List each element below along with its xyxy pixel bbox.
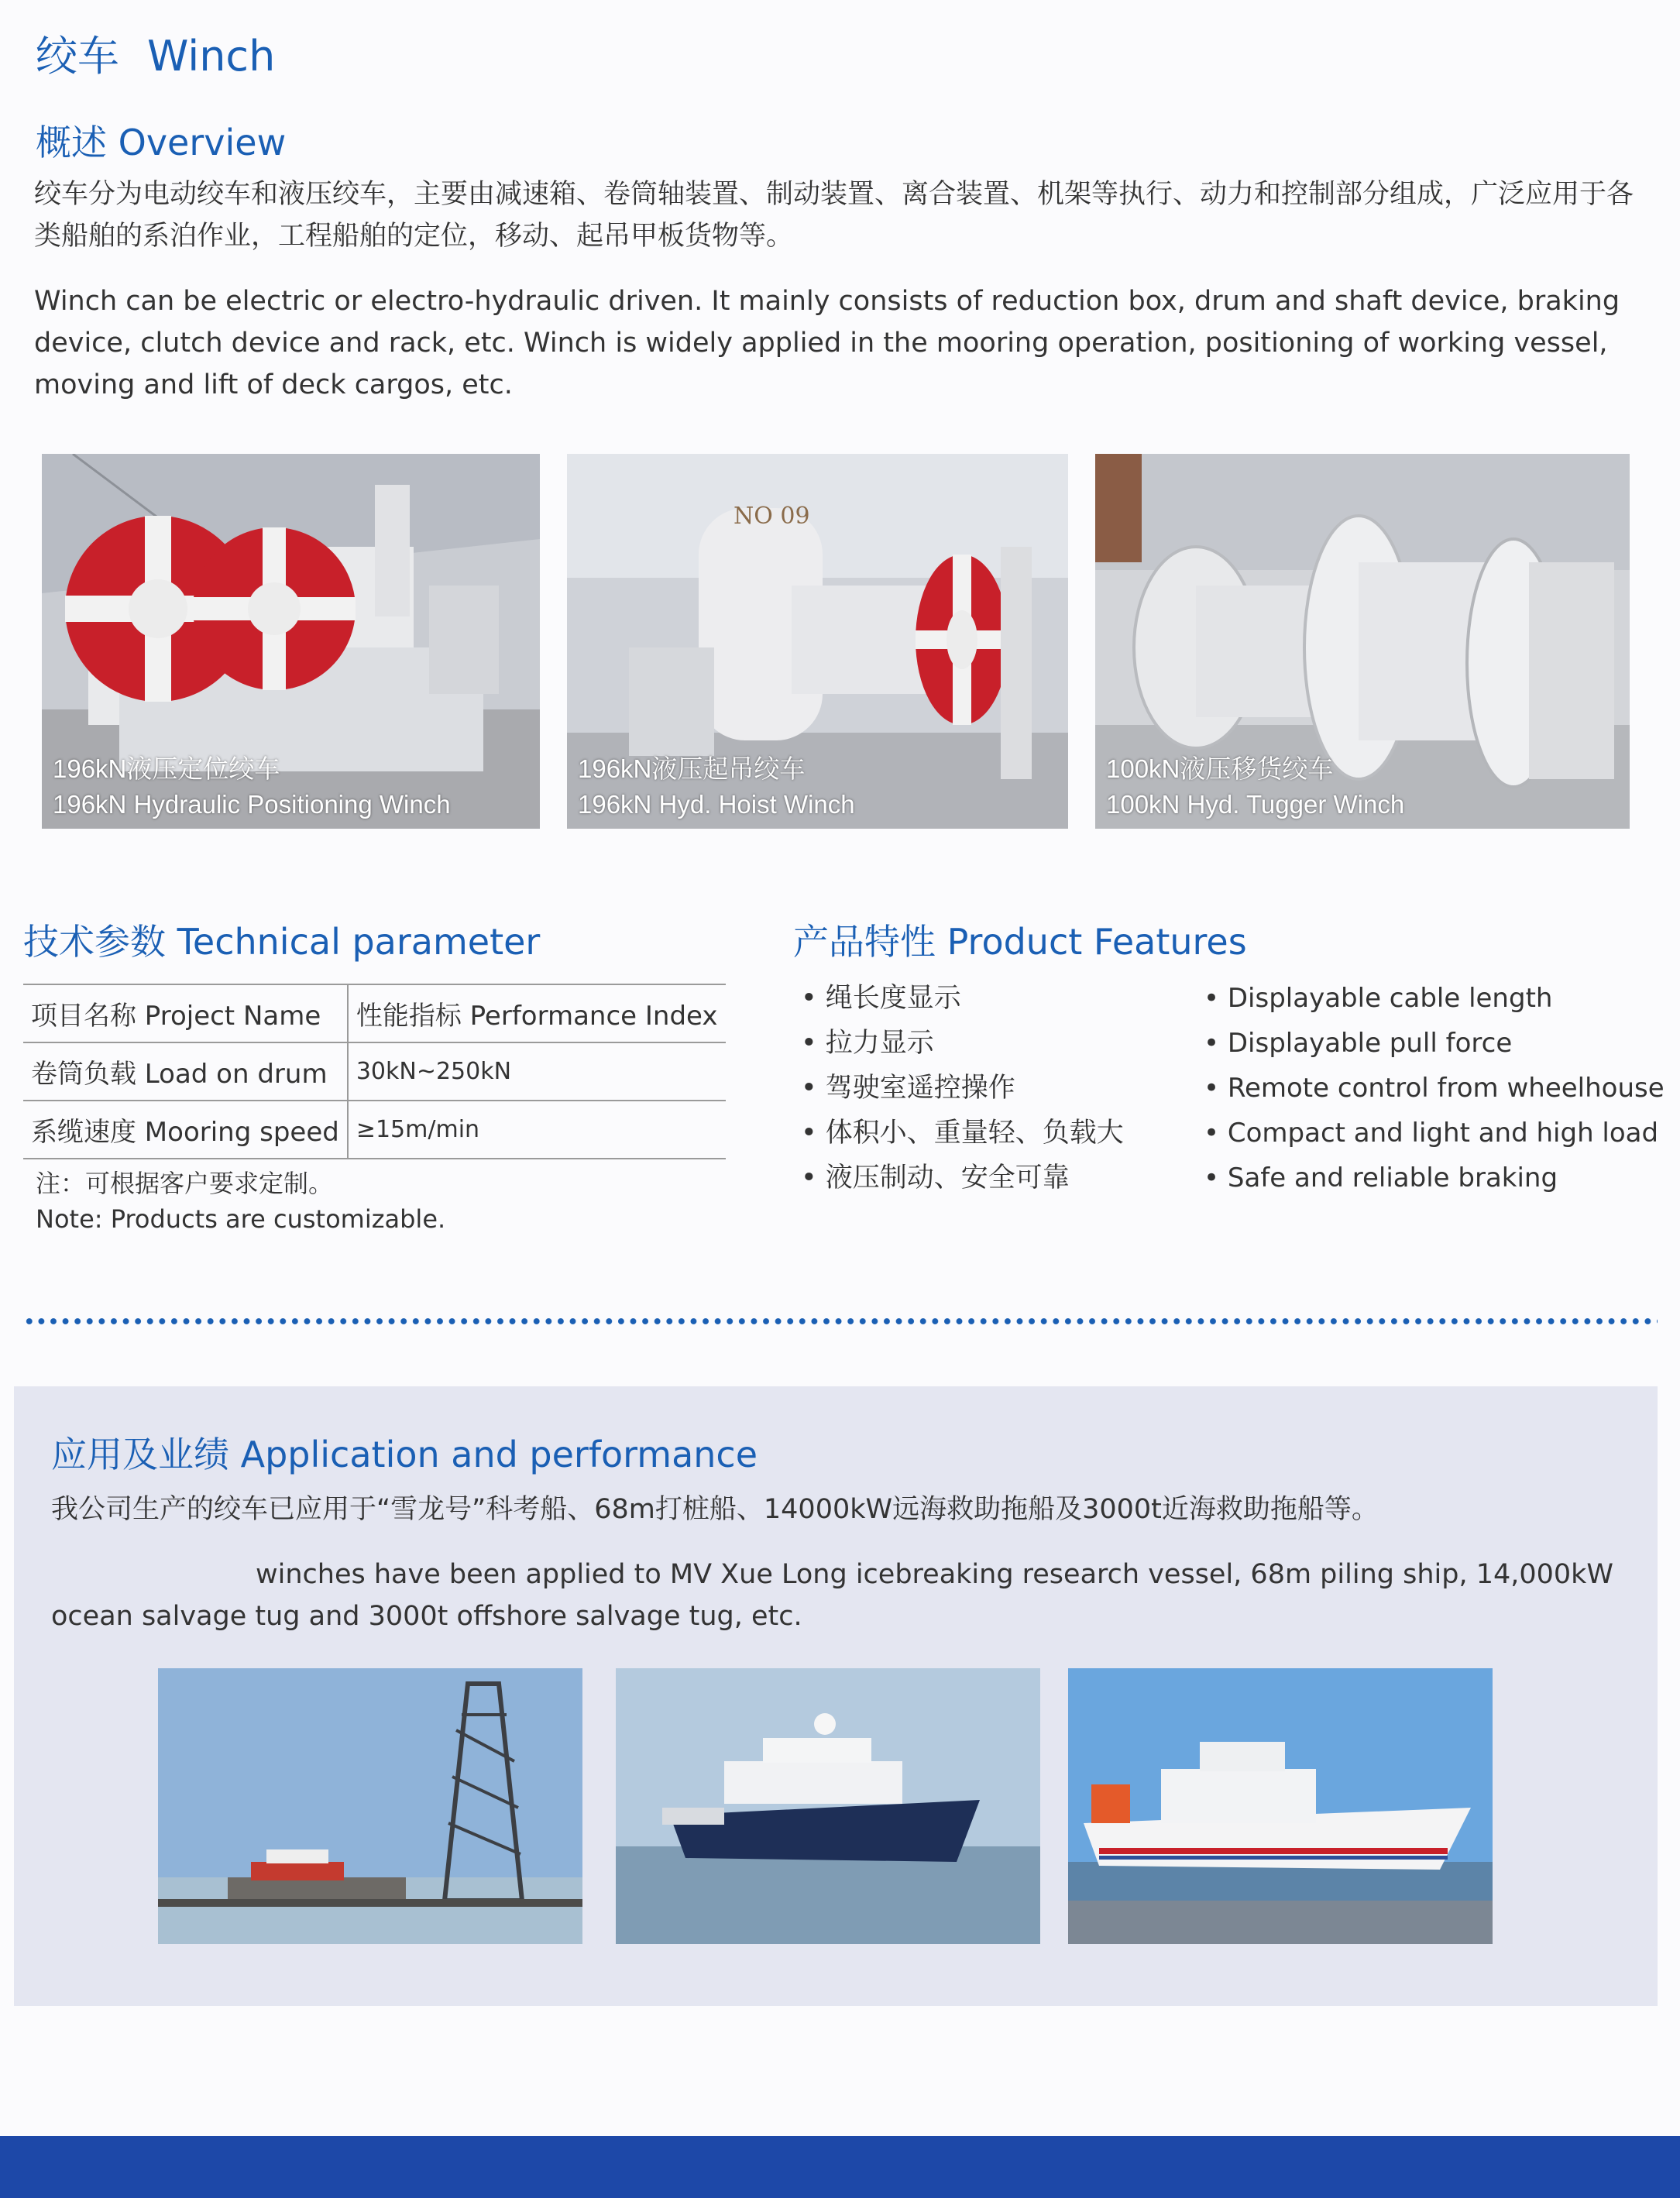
technical-title: 技术参数 Technical parameter — [23, 921, 541, 963]
list-item: • 拉力显示 — [801, 1021, 1124, 1066]
list-item: • Safe and reliable braking — [1204, 1156, 1665, 1200]
application-title: 应用及业绩 Application and performance — [51, 1434, 758, 1475]
product-caption-3: 100kN液压移货绞车 100kN Hyd. Tugger Winch — [1106, 754, 1405, 819]
overview-text-cn: 绞车分为电动绞车和液压绞车，主要由减速箱、卷筒轴装置、制动装置、离合装置、机架等执行、动力和控制部分组成，广泛应用于各类船舶的系泊作业，工程船舶的定位，移动、起吊甲板货物等。 — [34, 179, 1634, 252]
list-item: • Displayable pull force — [1204, 1021, 1665, 1066]
list-item: • 绳长度显示 — [801, 976, 1124, 1021]
product-caption-2: 196kN液压起吊绞车 196kN Hyd. Hoist Winch — [578, 754, 855, 819]
technical-notes — [36, 1166, 445, 1237]
features-title: 产品特性 Product Features — [793, 921, 1247, 963]
features-list-en — [1204, 976, 1665, 1200]
overview-text-en: Winch can be electric or electro-hydraulic driven. It mainly consists of reduction box, drum and shaft device, braking device, clutch device and rack, etc. Winch is widely applied in the mooring operation, positioning of working vessel, moving and lift of deck cargos, etc. — [34, 286, 1620, 400]
product-photo-hoist-winch — [567, 454, 1068, 829]
note-cn: 注：可根据客户要求定制。 — [36, 1169, 334, 1198]
product-photo-positioning-winch — [42, 454, 540, 829]
photo-salvage-tug — [1068, 1668, 1493, 1944]
list-item: • 驾驶室遥控操作 — [801, 1066, 1124, 1111]
salvage-tug-illustration — [1068, 1668, 1493, 1944]
param-value: 30kN~250kN — [348, 1042, 726, 1101]
page-title-cn: 绞车 — [36, 32, 119, 81]
product-photo-tugger-winch — [1095, 454, 1630, 829]
param-name: 卷筒负载 Load on drum — [23, 1042, 348, 1101]
note-en: Note: Products are customizable. — [36, 1204, 446, 1234]
hoist-winch-plate: NO 09 — [733, 503, 810, 530]
list-item: • Remote control from wheelhouse — [1204, 1066, 1665, 1111]
list-item: • Displayable cable length — [1204, 976, 1665, 1021]
table-row — [23, 984, 726, 1042]
table-row — [23, 1101, 726, 1159]
research-vessel-illustration — [616, 1668, 1040, 1944]
param-name: 系缆速度 Mooring speed — [23, 1101, 348, 1159]
product-caption-1: 196kN液压定位绞车 196kN Hydraulic Positioning Winch — [53, 754, 451, 819]
list-item: • 体积小、重量轻、负载大 — [801, 1111, 1124, 1156]
overview-title: 概述 Overview — [36, 122, 287, 163]
page-title — [36, 23, 275, 83]
list-item: • 液压制动、安全可靠 — [801, 1156, 1124, 1200]
application-text-en: winches have been applied to MV Xue Long icebreaking research vessel, 68m piling ship, 14,000kW ocean salvage tug and 3000t offshore salvage tug, etc. — [51, 1559, 1614, 1632]
param-value: 性能指标 Performance Index — [348, 984, 726, 1042]
param-name: 项目名称 Project Name — [23, 984, 348, 1042]
table-row — [23, 1042, 726, 1101]
photo-piling-ship — [158, 1668, 582, 1944]
features-list-cn — [801, 976, 1124, 1200]
page-title-en: Winch — [147, 32, 276, 81]
technical-table — [23, 984, 726, 1159]
footer-band — [0, 2136, 1680, 2198]
list-item: • Compact and light and high load — [1204, 1111, 1665, 1156]
piling-ship-illustration — [158, 1668, 582, 1944]
dotted-divider — [23, 1317, 1658, 1326]
application-text-cn: 我公司生产的绞车已应用于“雪龙号”科考船、68m打桩船、14000kW远海救助拖船及3000t近海救助拖船等。 — [51, 1494, 1379, 1525]
param-value: ≥15m/min — [348, 1101, 726, 1159]
photo-research-vessel — [616, 1668, 1040, 1944]
